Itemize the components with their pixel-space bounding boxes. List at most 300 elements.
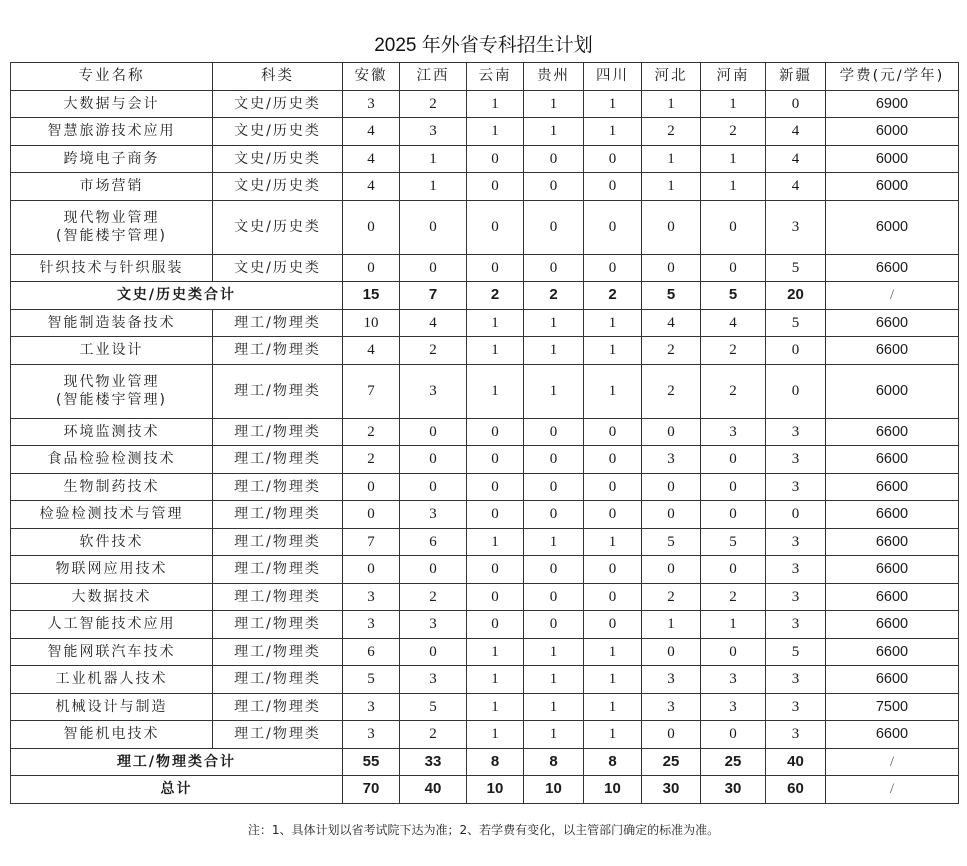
column-header: 四川 — [584, 63, 642, 91]
major-name: 环境监测技术 — [63, 423, 160, 440]
tuition-cell: 6000 — [826, 145, 959, 173]
tuition-cell: 6600 — [826, 446, 959, 474]
table-row — [11, 200, 959, 254]
category-cell: 理工/物理类 — [213, 309, 343, 337]
quota-cell: 15 — [343, 282, 400, 310]
tuition-cell: 6000 — [826, 173, 959, 201]
quota-cell: 0 — [524, 254, 584, 282]
tuition-cell: 7500 — [826, 693, 959, 721]
major-name-cell — [11, 254, 213, 282]
major-name: 工业设计 — [79, 342, 144, 359]
quota-cell: 0 — [584, 200, 642, 254]
table-row — [11, 473, 959, 501]
table-row — [11, 583, 959, 611]
quota-cell: 1 — [467, 90, 524, 118]
quota-cell: 0 — [701, 254, 766, 282]
quota-cell: 6 — [400, 528, 467, 556]
tuition-cell: 6600 — [826, 337, 959, 365]
major-name: 智能网联汽车技术 — [47, 643, 176, 660]
quota-cell: 0 — [343, 556, 400, 584]
quota-cell: 0 — [642, 721, 701, 749]
major-name: 食品检验检测技术 — [47, 451, 176, 468]
quota-cell: 2 — [400, 583, 467, 611]
quota-cell: 1 — [584, 337, 642, 365]
quota-cell: 0 — [400, 556, 467, 584]
quota-cell: 55 — [343, 748, 400, 776]
quota-cell: 25 — [642, 748, 701, 776]
quota-cell: 0 — [701, 721, 766, 749]
quota-cell: 3 — [766, 721, 826, 749]
quota-cell: 4 — [343, 145, 400, 173]
quota-cell: 2 — [701, 337, 766, 365]
quota-cell: 0 — [766, 337, 826, 365]
category-cell: 理工/物理类 — [213, 583, 343, 611]
quota-cell: 0 — [343, 200, 400, 254]
major-name-sub: (智能楼宇管理) — [56, 228, 167, 244]
table-row — [11, 528, 959, 556]
quota-cell: 1 — [467, 309, 524, 337]
major-name-cell — [11, 501, 213, 529]
major-name: 检验检测技术与管理 — [39, 506, 184, 523]
quota-cell: 2 — [701, 364, 766, 418]
quota-cell: 0 — [400, 473, 467, 501]
quota-cell: 0 — [467, 611, 524, 639]
quota-cell: 0 — [766, 501, 826, 529]
table-row — [11, 666, 959, 694]
quota-cell: 0 — [343, 473, 400, 501]
quota-cell: 3 — [766, 556, 826, 584]
quota-cell: 60 — [766, 776, 826, 804]
table-row — [11, 611, 959, 639]
column-header: 河北 — [642, 63, 701, 91]
quota-cell: 0 — [584, 254, 642, 282]
quota-cell: 0 — [524, 200, 584, 254]
quota-cell: 1 — [584, 90, 642, 118]
quota-cell: 0 — [584, 173, 642, 201]
quota-cell: 0 — [343, 501, 400, 529]
major-name-cell — [11, 309, 213, 337]
quota-cell: 0 — [701, 556, 766, 584]
table-row — [11, 418, 959, 446]
major-name-cell — [11, 364, 213, 418]
table-row — [11, 90, 959, 118]
quota-cell: 1 — [524, 309, 584, 337]
major-name-cell — [11, 528, 213, 556]
tuition-cell: / — [826, 748, 959, 776]
category-cell: 理工/物理类 — [213, 446, 343, 474]
quota-cell: 3 — [701, 418, 766, 446]
table-row — [11, 446, 959, 474]
table-row — [11, 309, 959, 337]
column-header: 科类 — [213, 63, 343, 91]
quota-cell: 1 — [584, 528, 642, 556]
quota-cell: 5 — [642, 282, 701, 310]
quota-cell: 1 — [701, 90, 766, 118]
tuition-cell: 6600 — [826, 254, 959, 282]
major-name-cell — [11, 473, 213, 501]
quota-cell: 1 — [467, 693, 524, 721]
quota-cell: 10 — [467, 776, 524, 804]
quota-cell: 1 — [467, 337, 524, 365]
quota-cell: 8 — [584, 748, 642, 776]
tuition-cell: 6600 — [826, 721, 959, 749]
major-name: 智能制造装备技术 — [47, 314, 176, 331]
quota-cell: 0 — [642, 638, 701, 666]
table-row — [11, 501, 959, 529]
subtotal-row — [11, 748, 959, 776]
quota-cell: 0 — [584, 418, 642, 446]
major-name: 物联网应用技术 — [55, 561, 168, 578]
quota-cell: 0 — [467, 418, 524, 446]
major-name: 大数据技术 — [71, 588, 152, 605]
subtotal-label: 理工/物理类合计 — [11, 748, 343, 776]
quota-cell: 1 — [642, 90, 701, 118]
quota-cell: 0 — [400, 446, 467, 474]
major-name: 生物制药技术 — [63, 478, 160, 495]
quota-cell: 1 — [400, 145, 467, 173]
tuition-cell: 6600 — [826, 611, 959, 639]
quota-cell: 1 — [467, 638, 524, 666]
quota-cell: 5 — [766, 309, 826, 337]
table-row — [11, 254, 959, 282]
quota-cell: 4 — [343, 173, 400, 201]
major-name-cell — [11, 90, 213, 118]
quota-cell: 0 — [467, 473, 524, 501]
quota-cell: 30 — [701, 776, 766, 804]
tuition-cell: 6600 — [826, 501, 959, 529]
quota-cell: 0 — [400, 418, 467, 446]
category-cell: 文史/历史类 — [213, 200, 343, 254]
major-name-cell — [11, 118, 213, 146]
category-cell: 文史/历史类 — [213, 90, 343, 118]
category-cell: 理工/物理类 — [213, 666, 343, 694]
quota-cell: 4 — [400, 309, 467, 337]
quota-cell: 0 — [400, 200, 467, 254]
quota-cell: 0 — [584, 145, 642, 173]
quota-cell: 5 — [766, 638, 826, 666]
quota-cell: 2 — [701, 583, 766, 611]
quota-cell: 0 — [642, 556, 701, 584]
category-cell: 文史/历史类 — [213, 145, 343, 173]
major-name-cell — [11, 611, 213, 639]
column-header: 贵州 — [524, 63, 584, 91]
quota-cell: 4 — [766, 173, 826, 201]
major-name-cell — [11, 693, 213, 721]
table-row — [11, 721, 959, 749]
quota-cell: 3 — [343, 721, 400, 749]
quota-cell: 4 — [701, 309, 766, 337]
quota-cell: 0 — [467, 145, 524, 173]
table-row — [11, 693, 959, 721]
quota-cell: 1 — [467, 528, 524, 556]
quota-cell: 3 — [701, 666, 766, 694]
quota-cell: 4 — [343, 118, 400, 146]
quota-cell: 3 — [766, 693, 826, 721]
category-cell: 理工/物理类 — [213, 501, 343, 529]
quota-cell: 40 — [400, 776, 467, 804]
quota-cell: 0 — [584, 446, 642, 474]
tuition-cell: 6600 — [826, 556, 959, 584]
subtotal-label: 总计 — [11, 776, 343, 804]
tuition-cell: 6600 — [826, 473, 959, 501]
major-name-cell — [11, 583, 213, 611]
table-row — [11, 145, 959, 173]
quota-cell: 1 — [584, 666, 642, 694]
quota-cell: 1 — [467, 364, 524, 418]
quota-cell: 70 — [343, 776, 400, 804]
quota-cell: 0 — [524, 473, 584, 501]
quota-cell: 0 — [400, 254, 467, 282]
quota-cell: 40 — [766, 748, 826, 776]
quota-cell: 1 — [642, 173, 701, 201]
quota-cell: 0 — [701, 501, 766, 529]
quota-cell: 7 — [343, 364, 400, 418]
category-cell: 文史/历史类 — [213, 254, 343, 282]
quota-cell: 33 — [400, 748, 467, 776]
quota-cell: 2 — [467, 282, 524, 310]
tuition-cell: / — [826, 282, 959, 310]
major-name-cell — [11, 200, 213, 254]
quota-cell: 1 — [400, 173, 467, 201]
quota-cell: 5 — [701, 282, 766, 310]
quota-cell: 4 — [642, 309, 701, 337]
column-header: 新疆 — [766, 63, 826, 91]
quota-cell: 0 — [467, 173, 524, 201]
quota-cell: 3 — [766, 611, 826, 639]
quota-cell: 1 — [584, 721, 642, 749]
quota-cell: 0 — [584, 556, 642, 584]
quota-cell: 2 — [400, 721, 467, 749]
quota-cell: 1 — [642, 611, 701, 639]
quota-cell: 1 — [524, 337, 584, 365]
quota-cell: 0 — [642, 418, 701, 446]
quota-cell: 2 — [584, 282, 642, 310]
category-cell: 理工/物理类 — [213, 611, 343, 639]
quota-cell: 30 — [642, 776, 701, 804]
column-header: 安徽 — [343, 63, 400, 91]
category-cell: 理工/物理类 — [213, 721, 343, 749]
category-cell: 理工/物理类 — [213, 337, 343, 365]
subtotal-row — [11, 776, 959, 804]
quota-cell: 1 — [642, 145, 701, 173]
quota-cell: 0 — [524, 145, 584, 173]
tuition-cell: 6600 — [826, 309, 959, 337]
quota-cell: 0 — [467, 446, 524, 474]
quota-cell: 2 — [642, 583, 701, 611]
major-name-cell — [11, 446, 213, 474]
quota-cell: 1 — [524, 364, 584, 418]
major-name-cell — [11, 337, 213, 365]
major-name: 工业机器人技术 — [55, 671, 168, 688]
quota-cell: 1 — [701, 145, 766, 173]
quota-cell: 3 — [642, 693, 701, 721]
quota-cell: 6 — [343, 638, 400, 666]
major-name: 市场营销 — [79, 178, 144, 195]
category-cell: 理工/物理类 — [213, 638, 343, 666]
table-row — [11, 638, 959, 666]
quota-cell: 0 — [467, 254, 524, 282]
quota-cell: 2 — [642, 337, 701, 365]
quota-cell: 3 — [642, 446, 701, 474]
major-name-cell — [11, 173, 213, 201]
enrollment-plan-table — [10, 62, 959, 804]
quota-cell: 8 — [467, 748, 524, 776]
table-row — [11, 364, 959, 418]
tuition-cell: 6900 — [826, 90, 959, 118]
quota-cell: 5 — [343, 666, 400, 694]
quota-cell: 2 — [343, 446, 400, 474]
quota-cell: 1 — [701, 611, 766, 639]
quota-cell: 0 — [524, 446, 584, 474]
quota-cell: 1 — [524, 693, 584, 721]
quota-cell: 4 — [766, 145, 826, 173]
quota-cell: 3 — [766, 473, 826, 501]
quota-cell: 3 — [343, 90, 400, 118]
quota-cell: 0 — [701, 473, 766, 501]
subtotal-label: 文史/历史类合计 — [11, 282, 343, 310]
quota-cell: 0 — [766, 90, 826, 118]
quota-cell: 1 — [584, 309, 642, 337]
quota-cell: 5 — [766, 254, 826, 282]
quota-cell: 0 — [400, 638, 467, 666]
major-name: 智慧旅游技术应用 — [47, 123, 176, 140]
quota-cell: 3 — [400, 666, 467, 694]
quota-cell: 1 — [467, 721, 524, 749]
major-name: 智能机电技术 — [63, 726, 160, 743]
quota-cell: 0 — [524, 556, 584, 584]
major-name-cell — [11, 721, 213, 749]
quota-cell: 8 — [524, 748, 584, 776]
quota-cell: 0 — [584, 473, 642, 501]
quota-cell: 1 — [467, 666, 524, 694]
quota-cell: 0 — [524, 501, 584, 529]
quota-cell: 3 — [766, 583, 826, 611]
quota-cell: 3 — [701, 693, 766, 721]
quota-cell: 3 — [766, 418, 826, 446]
quota-cell: 0 — [524, 611, 584, 639]
quota-cell: 7 — [400, 282, 467, 310]
quota-cell: 0 — [584, 501, 642, 529]
quota-cell: 0 — [584, 583, 642, 611]
quota-cell: 1 — [524, 638, 584, 666]
page-title: 2025 年外省专科招生计划 — [374, 35, 593, 56]
subtotal-row — [11, 282, 959, 310]
major-name-cell — [11, 418, 213, 446]
quota-cell: 5 — [642, 528, 701, 556]
column-header: 专业名称 — [11, 63, 213, 91]
major-name-sub: (智能楼宇管理) — [56, 392, 167, 408]
major-name: 现代物业管理 — [63, 374, 160, 390]
tuition-cell: 6000 — [826, 364, 959, 418]
major-name-cell — [11, 638, 213, 666]
quota-cell: 1 — [584, 693, 642, 721]
quota-cell: 0 — [642, 473, 701, 501]
column-header: 云南 — [467, 63, 524, 91]
quota-cell: 10 — [524, 776, 584, 804]
major-name: 大数据与会计 — [63, 95, 160, 112]
category-cell: 理工/物理类 — [213, 693, 343, 721]
quota-cell: 1 — [524, 721, 584, 749]
quota-cell: 1 — [524, 118, 584, 146]
quota-cell: 3 — [766, 200, 826, 254]
tuition-cell: / — [826, 776, 959, 804]
quota-cell: 5 — [701, 528, 766, 556]
quota-cell: 4 — [766, 118, 826, 146]
column-header: 江西 — [400, 63, 467, 91]
major-name: 机械设计与制造 — [55, 698, 168, 715]
table-row — [11, 118, 959, 146]
major-name-cell — [11, 145, 213, 173]
quota-cell: 2 — [524, 282, 584, 310]
table-row — [11, 556, 959, 584]
tuition-cell: 6600 — [826, 666, 959, 694]
table-body — [11, 90, 959, 803]
quota-cell: 3 — [766, 528, 826, 556]
major-name: 人工智能技术应用 — [47, 616, 176, 633]
tuition-cell: 6600 — [826, 583, 959, 611]
quota-cell: 1 — [524, 666, 584, 694]
tuition-cell: 6600 — [826, 528, 959, 556]
major-name: 软件技术 — [79, 533, 144, 550]
quota-cell: 2 — [343, 418, 400, 446]
quota-cell: 0 — [467, 556, 524, 584]
major-name: 现代物业管理 — [63, 210, 160, 226]
column-header: 河南 — [701, 63, 766, 91]
quota-cell: 1 — [467, 118, 524, 146]
quota-cell: 10 — [343, 309, 400, 337]
major-name-cell — [11, 666, 213, 694]
quota-cell: 0 — [701, 200, 766, 254]
quota-cell: 2 — [400, 90, 467, 118]
quota-cell: 0 — [467, 200, 524, 254]
category-cell: 文史/历史类 — [213, 118, 343, 146]
quota-cell: 3 — [400, 118, 467, 146]
quota-cell: 0 — [584, 611, 642, 639]
quota-cell: 1 — [584, 364, 642, 418]
table-row — [11, 337, 959, 365]
category-cell: 理工/物理类 — [213, 528, 343, 556]
quota-cell: 0 — [343, 254, 400, 282]
quota-cell: 3 — [343, 693, 400, 721]
column-header: 学费(元/学年) — [826, 63, 959, 91]
quota-cell: 5 — [400, 693, 467, 721]
category-cell: 理工/物理类 — [213, 473, 343, 501]
table-row — [11, 173, 959, 201]
quota-cell: 0 — [642, 501, 701, 529]
quota-cell: 0 — [467, 583, 524, 611]
category-cell: 理工/物理类 — [213, 556, 343, 584]
quota-cell: 3 — [766, 446, 826, 474]
quota-cell: 2 — [400, 337, 467, 365]
tuition-cell: 6600 — [826, 418, 959, 446]
table-header-row — [11, 63, 959, 91]
quota-cell: 0 — [766, 364, 826, 418]
quota-cell: 4 — [343, 337, 400, 365]
footnote: 注：1、具体计划以省考试院下达为准；2、若学费有变化，以主管部门确定的标准为准。 — [247, 823, 720, 837]
quota-cell: 20 — [766, 282, 826, 310]
tuition-cell: 6000 — [826, 200, 959, 254]
category-cell: 理工/物理类 — [213, 418, 343, 446]
quota-cell: 3 — [343, 611, 400, 639]
quota-cell: 0 — [701, 446, 766, 474]
major-name-cell — [11, 556, 213, 584]
quota-cell: 3 — [642, 666, 701, 694]
quota-cell: 25 — [701, 748, 766, 776]
quota-cell: 0 — [642, 254, 701, 282]
quota-cell: 1 — [584, 638, 642, 666]
quota-cell: 0 — [524, 583, 584, 611]
quota-cell: 3 — [400, 501, 467, 529]
